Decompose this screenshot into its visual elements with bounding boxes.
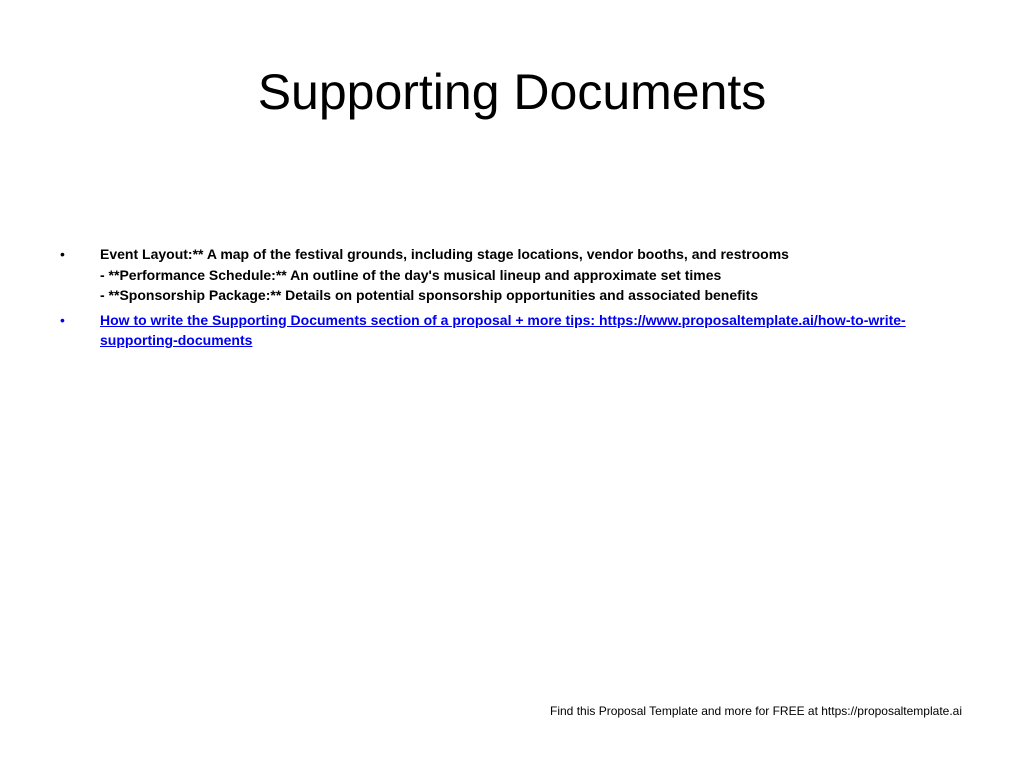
- bullet-marker: •: [60, 311, 65, 328]
- bullet-item-link: [60, 310, 950, 351]
- footer-note: Find this Proposal Template and more for FREE at https://proposaltemplate.ai: [550, 704, 962, 718]
- slide-title: Supporting Documents: [257, 64, 767, 120]
- bullet-list: [60, 244, 950, 355]
- bullet-item-supporting-docs: [60, 244, 950, 306]
- bullet-line-event-layout: Event Layout:** A map of the festival grounds, including stage locations, vendor booths, and restrooms: [100, 246, 789, 262]
- supporting-docs-tips-link[interactable]: How to write the Supporting Documents section of a proposal + more tips: https://www.proposaltemplate.ai/how-to-write-supporting-documents: [100, 311, 906, 348]
- bullet-line-sponsorship-package: - **Sponsorship Package:** Details on potential sponsorship opportunities and associated benefits: [100, 287, 759, 303]
- bullet-marker: •: [60, 246, 65, 262]
- bullet-line-performance-schedule: - **Performance Schedule:** An outline of the day's musical lineup and approximate set times: [100, 266, 722, 283]
